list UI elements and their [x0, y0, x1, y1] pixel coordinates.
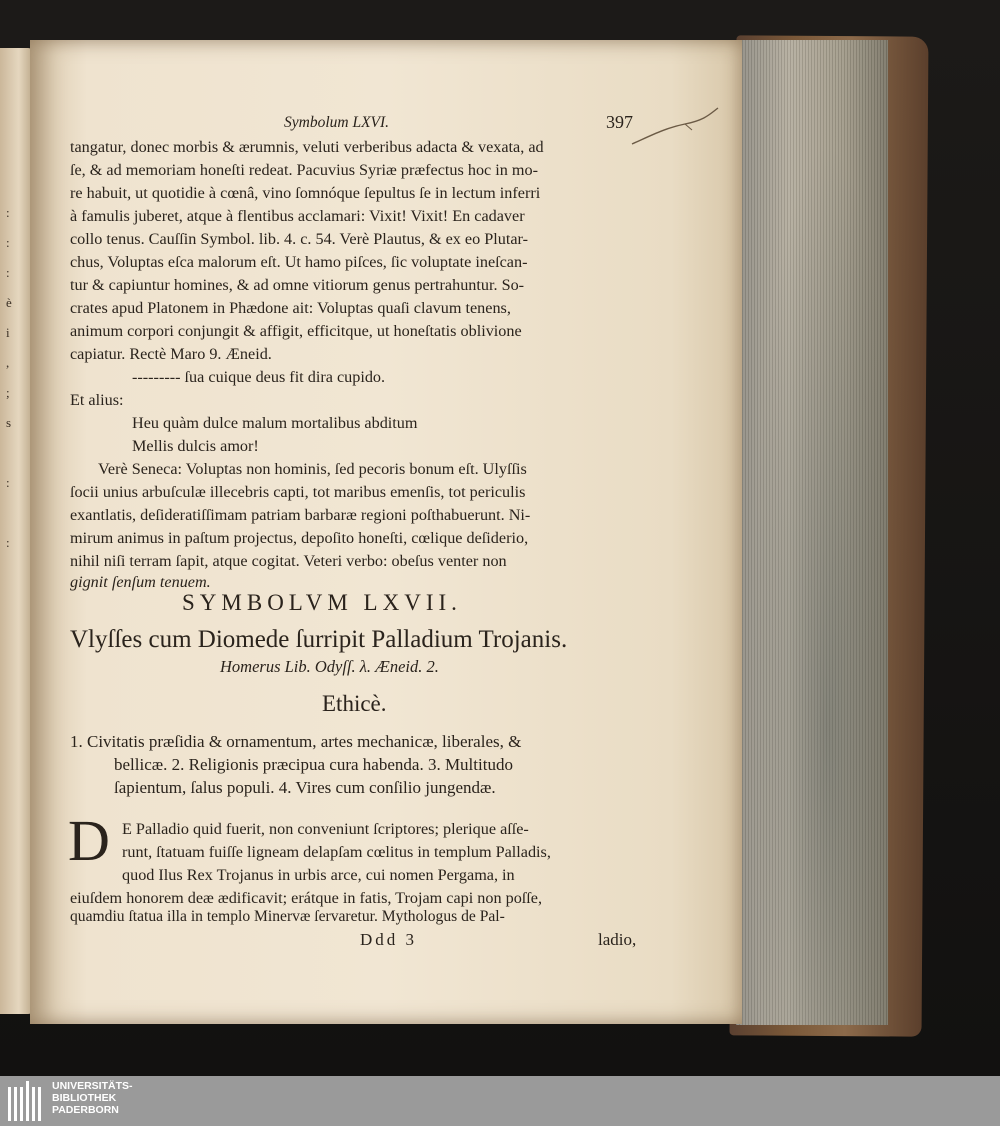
- text-line: mirum animus in paſtum projectus, depoſito honeſti, cœlique deſiderio,: [70, 529, 529, 547]
- drop-cap: D: [68, 808, 110, 873]
- section-heading: Ethicè.: [322, 691, 387, 716]
- library-name-line: PADERBORN: [52, 1104, 119, 1116]
- text-line: animum corpori conjungit & affigit, efficitque, ut honeſtatis oblivione: [70, 322, 522, 340]
- text-line: E Palladio quid fuerit, non conveniunt ſcriptores; plerique aſſe-: [122, 820, 529, 838]
- text-line: eiuſdem honorem deæ ædificavit; erátque in fatis, Trojam capi non poſſe,: [70, 889, 543, 907]
- section-title: SYMBOLVM LXVII.: [182, 590, 462, 615]
- text-line: ſocii unius arbuſculæ illecebris capti, tot maribus emenſis, tot periculis: [70, 483, 526, 501]
- verse-line: --------- ſua cuique deus fit dira cupido.: [132, 368, 386, 386]
- text-line: nihil niſi terram ſapit, atque cogitat. Veteri verbo: obeſus venter non: [70, 552, 507, 570]
- point-line: 1. Civitatis præſidia & ornamentum, artes mechanicæ, liberales, &: [70, 732, 522, 751]
- page-block-edges: [736, 40, 888, 1025]
- running-head: Symbolum LXVI.: [284, 114, 390, 131]
- point-line: bellicæ. 2. Religionis præcipua cura habenda. 3. Multitudo: [114, 755, 513, 774]
- verse-line: Heu quàm dulce malum mortalibus abditum: [132, 414, 418, 432]
- signature-mark: Ddd 3: [360, 930, 418, 949]
- text-line: chus, Voluptas eſca malorum eſt. Ut hamo piſces, ſic voluptate ineſcan-: [70, 253, 528, 271]
- text-line: Et alius:: [70, 391, 124, 409]
- point-line: ſapientum, ſalus populi. 4. Vires cum conſilio jungendæ.: [114, 778, 496, 797]
- library-logo-icon: [8, 1081, 46, 1121]
- page-number: 397: [606, 112, 633, 132]
- text-line: re habuit, ut quotidie à cœnâ, vino ſomnóque ſepultus ſe in lectum inferri: [70, 184, 541, 202]
- library-footer-bar: [0, 1076, 1000, 1126]
- text-line: Verè Seneca: Voluptas non hominis, ſed pecoris bonum eſt. Ulyſſis: [98, 460, 527, 478]
- left-page-edge: [0, 48, 34, 1014]
- text-line: exantlatis, deſideratiſſimam patriam barbaræ regioni poſthabuerunt. Ni-: [70, 506, 531, 524]
- book-page: [30, 40, 742, 1024]
- section-source: Homerus Lib. Odyſſ. λ. Æneid. 2.: [220, 657, 439, 676]
- text-line: crates apud Platonem in Phædone ait: Voluptas quaſi clavum tenens,: [70, 299, 511, 317]
- catchword: ladio,: [598, 930, 637, 949]
- text-line: gignit ſenſum tenuem.: [70, 573, 211, 591]
- section-subtitle: Vlyſſes cum Diomede ſurripit Palladium Trojanis.: [70, 626, 568, 653]
- page-tear: [630, 106, 720, 146]
- verse-line: Mellis dulcis amor!: [132, 437, 259, 455]
- left-page-marks: : : : è i , ; s : :: [6, 205, 12, 550]
- text-line: tangatur, donec morbis & ærumnis, veluti verberibus adacta & vexata, ad: [70, 138, 544, 156]
- text-line: runt, ſtatuam fuiſſe ligneam delapſam cœlitus in templum Palladis,: [122, 843, 551, 861]
- text-line: ſe, & ad memoriam honeſti redeat. Pacuvius Syriæ præfectus hoc in mo-: [70, 161, 538, 179]
- library-name-line: BIBLIOTHEK: [52, 1092, 117, 1104]
- text-line: tur & capiuntur homines, & ad omne vitiorum genus pertrahuntur. So-: [70, 276, 525, 294]
- text-line: collo tenus. Cauſſin Symbol. lib. 4. c. 54. Verè Plautus, & ex eo Plutar-: [70, 230, 528, 248]
- text-line: quamdiu ſtatua illa in templo Minervæ ſervaretur. Mythologus de Pal-: [70, 908, 505, 925]
- text-line: quod Ilus Rex Trojanus in urbis arce, cui nomen Pergama, in: [122, 866, 515, 884]
- library-name: [52, 1080, 133, 1116]
- text-line: à famulis juberet, atque à flentibus acclamari: Vixit! Vixit! En cadaver: [70, 207, 525, 225]
- library-name-line: UNIVERSITÄTS-: [52, 1080, 133, 1092]
- text-line: capiatur. Rectè Maro 9. Æneid.: [70, 345, 272, 363]
